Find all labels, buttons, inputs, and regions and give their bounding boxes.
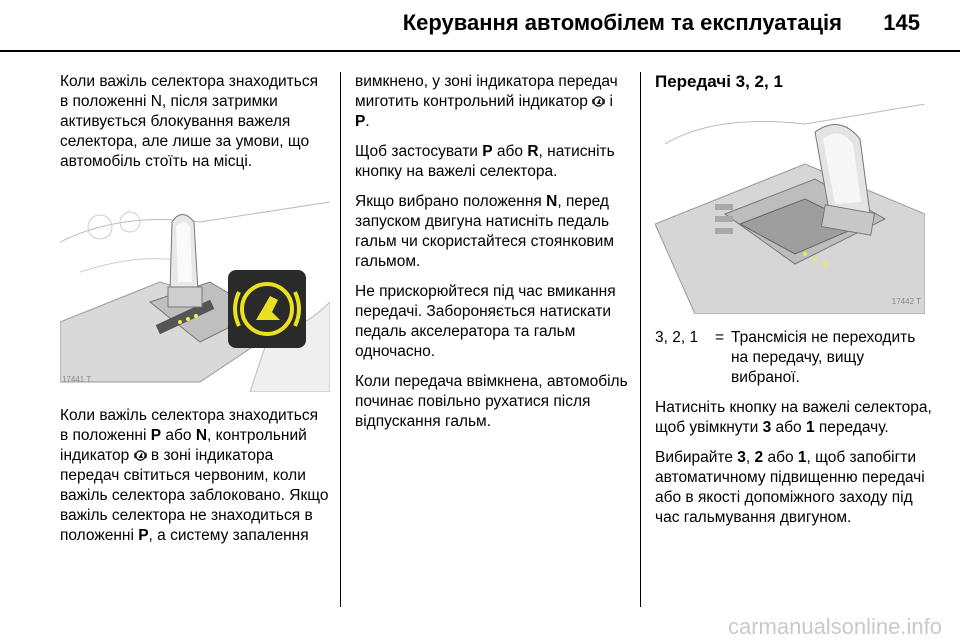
paragraph: Вибирайте 3, 2 або 1, щоб запобігти автоматичному підвищенню передачі або в якості допоміжного заходу під час гальмування двигуном. xyxy=(655,449,925,526)
paragraph: Коли передача ввімкнена, автомобіль починає повільно рухатися після відпускання гальм. xyxy=(355,373,628,430)
brake-lever-indicator-icon xyxy=(592,95,605,108)
paragraph: Щоб застосувати P або R, натисніть кнопку на важелі селектора. xyxy=(355,143,615,180)
paragraph: Якщо вибрано положення N, перед запуском двигуна натисніть педаль гальм чи скористайтеся стоянковим гальмом. xyxy=(355,193,614,270)
indicator-panel xyxy=(228,270,306,348)
definition-key: 3, 2, 1 xyxy=(655,329,699,346)
column-3 xyxy=(655,72,935,538)
brake-lever-indicator-icon xyxy=(134,449,147,462)
figure-code: 17441 T xyxy=(62,375,92,384)
column-2 xyxy=(355,72,630,442)
brake-lever-indicator-icon xyxy=(228,270,306,348)
paragraph: вимкнено, у зоні індикатора передач миготить контрольний індикатор і P. xyxy=(355,73,618,130)
column-1 xyxy=(60,72,330,556)
paragraph: Не прискорюйтеся під час вмикання передачі. Забороняється натискати педаль акселератора та гальм одночасно. xyxy=(355,283,616,360)
figure-code: 17442 T xyxy=(891,297,921,306)
paragraph: Коли важіль селектора знаходиться в положенні N, після затримки активується блокування важеля селектора, але лише за умови, що автомобіль стоїть на місці. xyxy=(60,73,318,170)
column-divider-2 xyxy=(640,72,641,607)
gear-lever-illustration xyxy=(655,104,925,314)
figure-gears-321 xyxy=(655,104,925,314)
definition-eq: = xyxy=(715,329,725,346)
definition-value: Трансмісія не переходить на передачу, вищу вибраної. xyxy=(731,329,916,386)
column-divider-1 xyxy=(340,72,341,607)
paragraph: Коли важіль селектора знаходиться в положенні P або N, контрольний індикатор в зоні індикатора передач світиться червоним, коли важіль селектора заблоковано. Якщо важіль селектора не знаходиться в положенні P, а систему запалення xyxy=(60,407,329,544)
page-number: 145 xyxy=(883,10,920,35)
watermark: carmanualsonline.info xyxy=(727,614,942,639)
figure-selector-lock xyxy=(60,182,330,392)
header-rule xyxy=(0,50,960,52)
definition-row xyxy=(655,328,935,388)
section-heading: Передачі 3, 2, 1 xyxy=(655,72,783,91)
header-title: Керування автомобілем та експлуатація xyxy=(402,10,842,35)
paragraph: Натисніть кнопку на важелі селектора, щоб увімкнути 3 або 1 передачу. xyxy=(655,399,932,436)
